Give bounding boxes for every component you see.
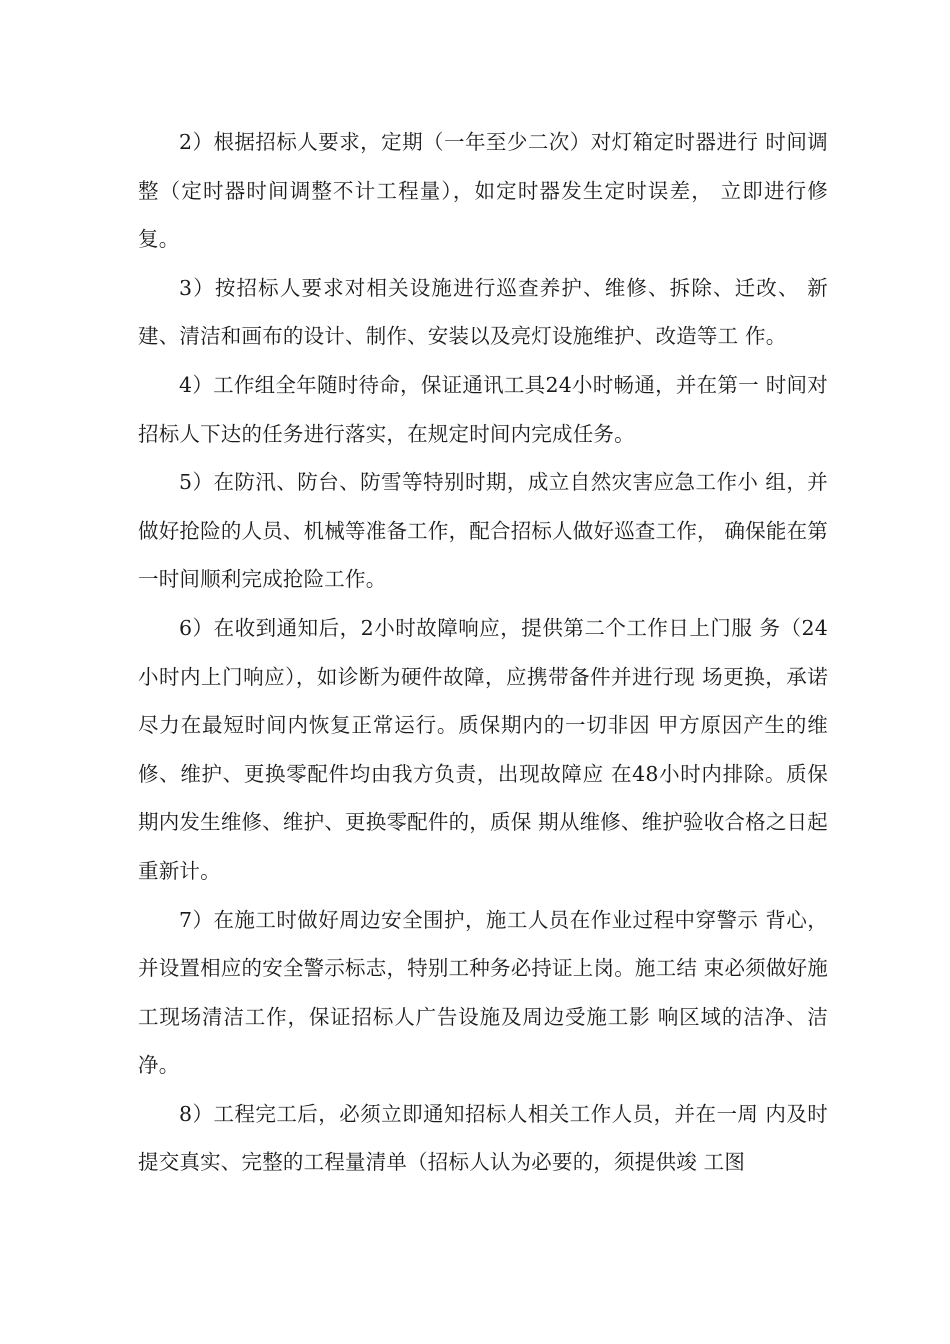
document-body: [138, 118, 828, 1187]
paragraph-item-5: 5）在防汛、防台、防雪等特别时期，成立自然灾害应急工作小 组，并做好抢险的人员、机械等准备工作，配合招标人做好巡查工作， 确保能在第一时间顺利完成抢险工作。: [138, 470, 828, 592]
paragraph-item-8: 8）工程完工后，必须立即通知招标人相关工作人员，并在一周 内及时提交真实、完整的工程量清单（招标人认为必要的，须提供竣 工图: [138, 1101, 828, 1175]
paragraph-item-6: 6）在收到通知后，2小时故障响应，提供第二个工作日上门服 务（24小时内上门响应），如诊断为硬件故障，应携带备件并进行现 场更换，承诺尽力在最短时间内恢复正常运行。质保期内的一切非因 甲方原因产生的维修、维护、更换零配件均由我方负责，出现故障应 在48小时内排除。质保期内发生维修、维护、更换零配件的，质保 期从维修、维护验收合格之日起重新计。: [138, 615, 828, 883]
paragraph-item-2: 2）根据招标人要求，定期（一年至少二次）对灯箱定时器进行 时间调整（定时器时间调整不计工程量），如定时器发生定时误差， 立即进行修复。: [138, 130, 828, 252]
paragraph-item-4: 4）工作组全年随时待命，保证通讯工具24小时畅通，并在第一 时间对招标人下达的任务进行落实，在规定时间内完成任务。: [138, 372, 828, 446]
paragraph-item-3: 3）按招标人要求对相关设施进行巡查养护、维修、拆除、迁改、 新建、清洁和画布的设计、制作、安装以及亮灯设施维护、改造等工 作。: [138, 275, 828, 349]
paragraph-item-7: 7）在施工时做好周边安全围护，施工人员在作业过程中穿警示 背心，并设置相应的安全警示标志，特别工种务必持证上岗。施工结 束必须做好施工现场清洁工作，保证招标人广告设施及周边受施工影 响区域的洁净、洁净。: [138, 907, 828, 1078]
